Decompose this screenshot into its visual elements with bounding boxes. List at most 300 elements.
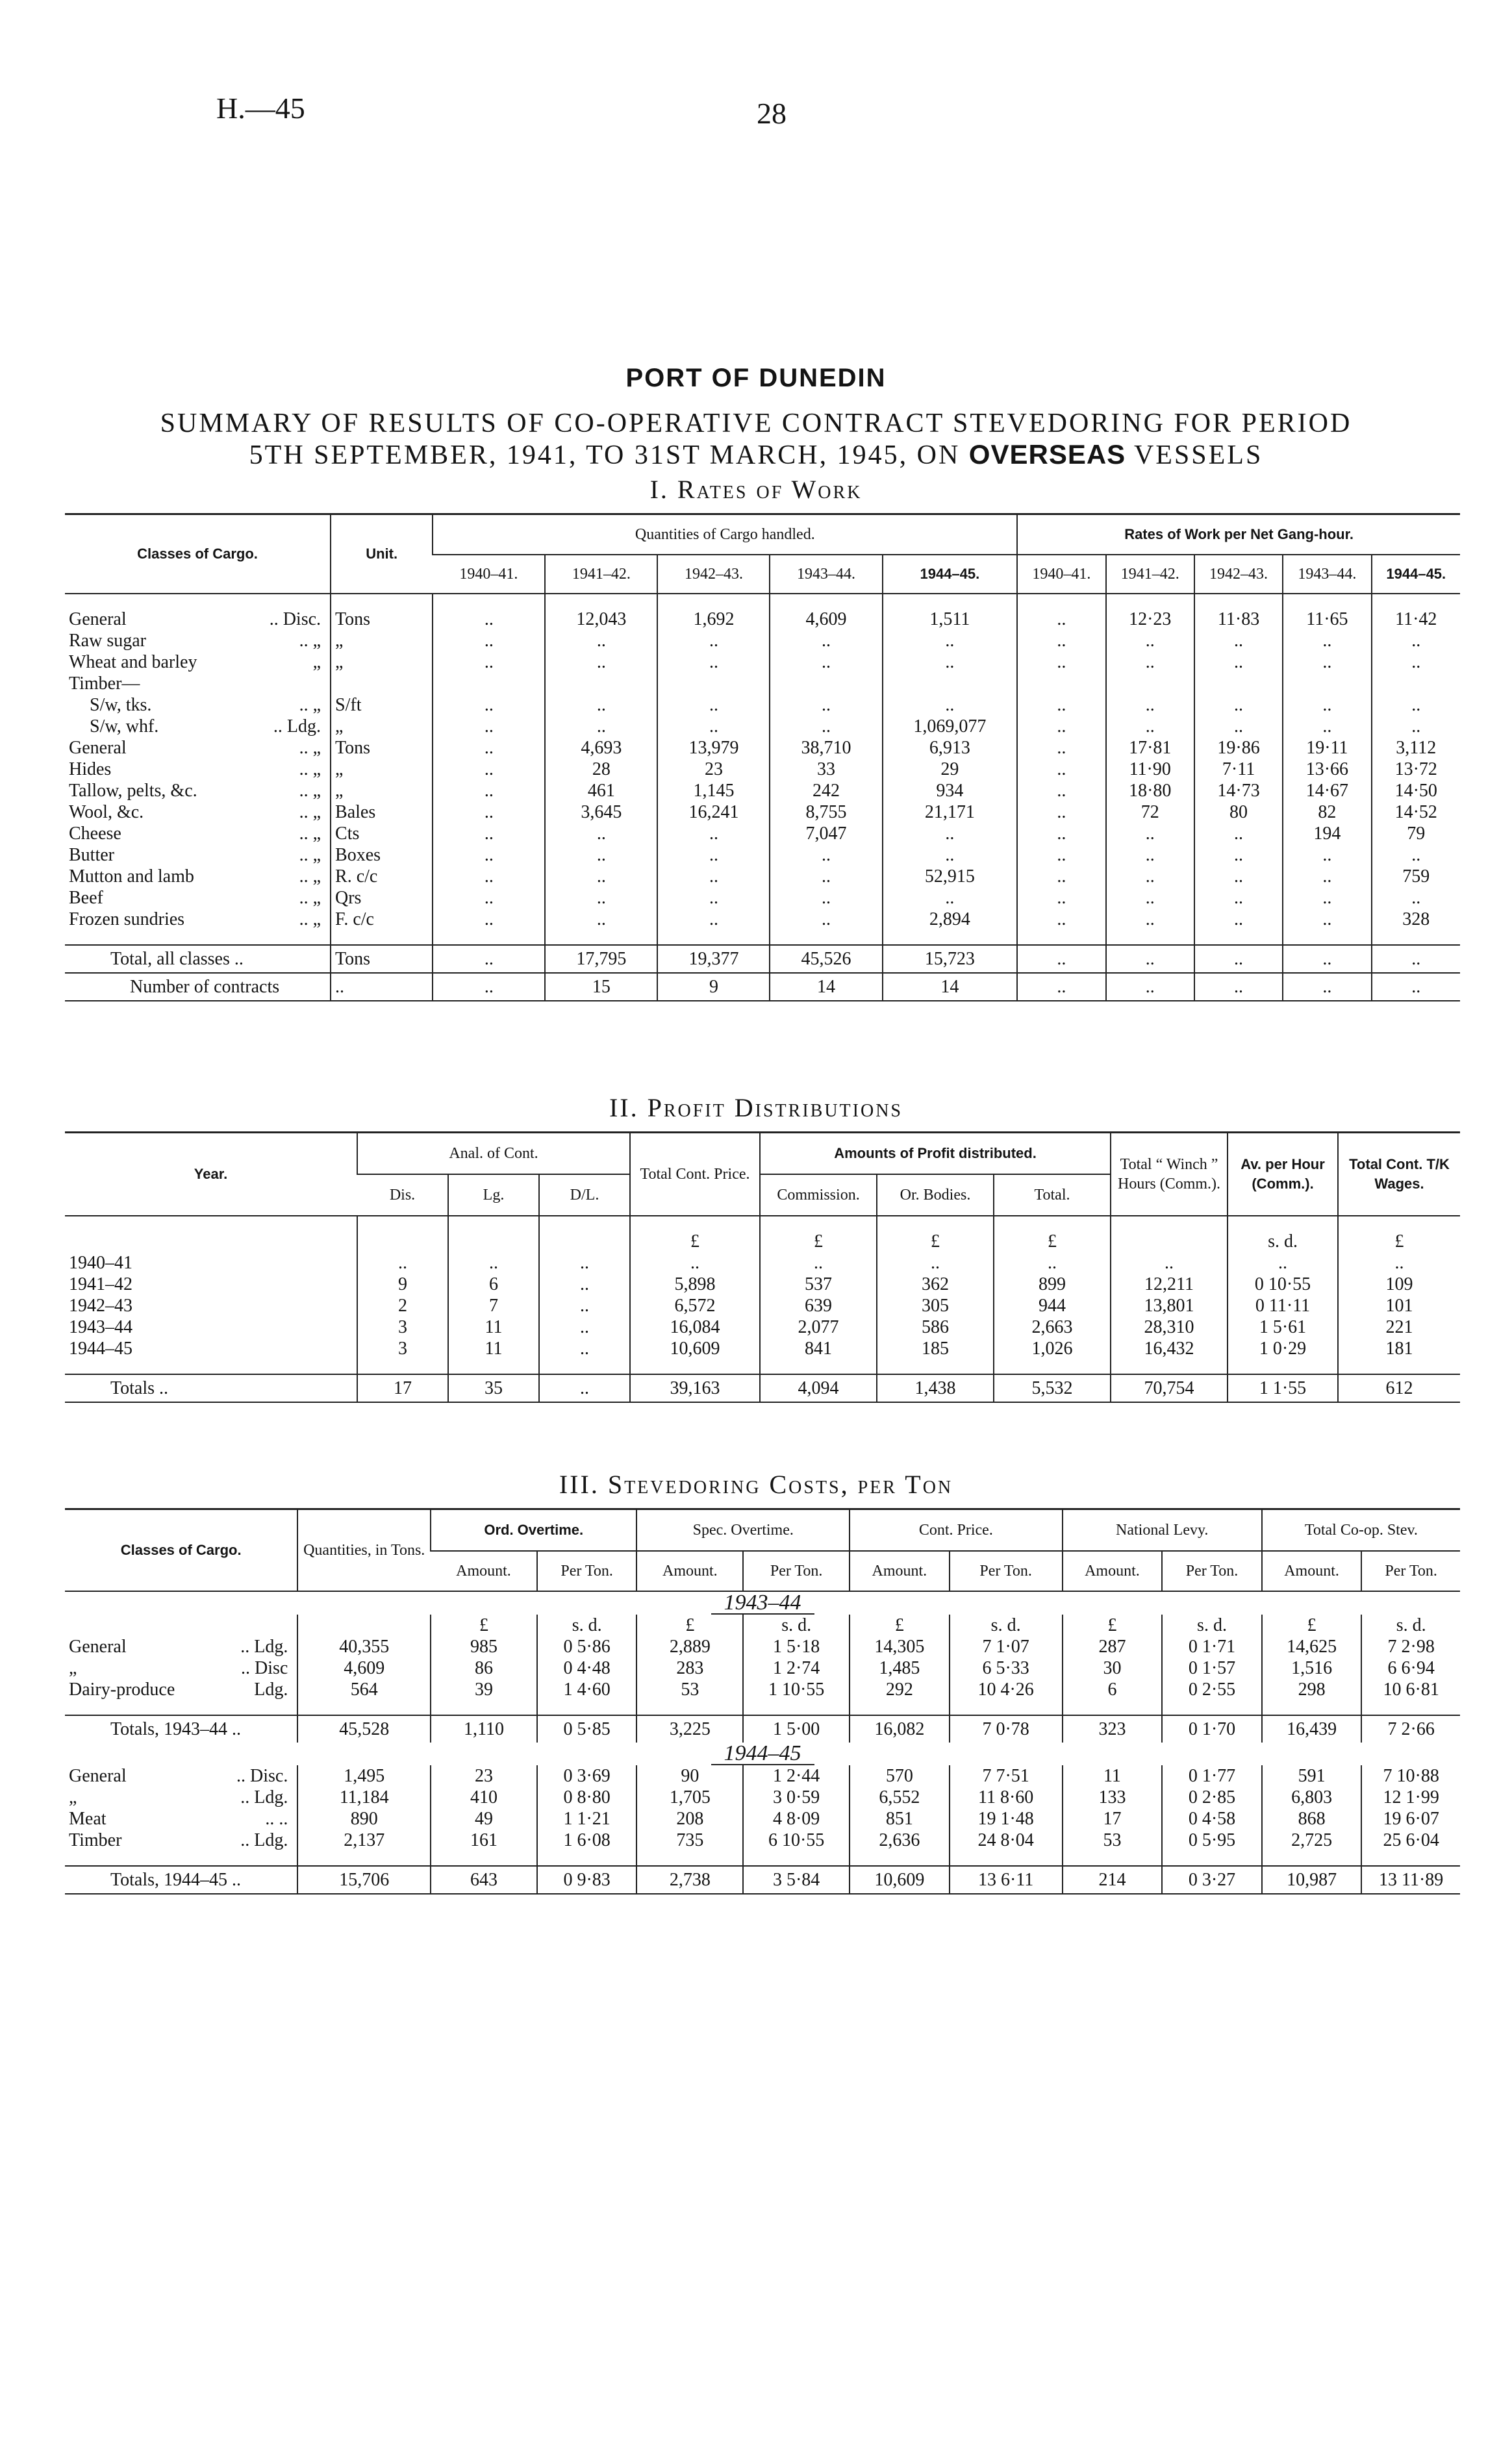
- av-cell: 1 1·55: [1228, 1374, 1338, 1402]
- rate-cell: ..: [1194, 973, 1283, 1001]
- winch-cell: 12,211: [1111, 1274, 1228, 1295]
- amount-cell: 208: [636, 1808, 743, 1830]
- spacer-cell: [1017, 594, 1105, 609]
- unit-cell: s. d.: [743, 1615, 850, 1636]
- year-cell: 1940–41: [69, 1253, 132, 1273]
- dis-cell: 3: [357, 1338, 448, 1359]
- amount-cell: 6,803: [1262, 1787, 1362, 1808]
- quantity-cell: ..: [883, 844, 1018, 866]
- spacer-cell: [1372, 594, 1460, 609]
- rate-cell: ..: [1372, 887, 1460, 909]
- amount-cell: 53: [1063, 1830, 1163, 1851]
- cargo-class-label: S/w, tks.: [90, 695, 152, 715]
- amount-cell: 86: [431, 1657, 537, 1679]
- rate-cell: [1372, 673, 1460, 694]
- per-ton-cell: 0 1·70: [1162, 1715, 1262, 1743]
- rate-cell: ..: [1017, 887, 1105, 909]
- cargo-class-label: Cheese: [69, 824, 121, 844]
- spacer-cell: [1338, 1359, 1460, 1374]
- rate-cell: ..: [1017, 651, 1105, 673]
- quantity-cell: ..: [433, 887, 545, 909]
- cargo-class-sub: .. „: [299, 738, 321, 758]
- table-row: [65, 844, 1460, 866]
- amount-cell: 17: [1063, 1808, 1163, 1830]
- amount-cell: 3,225: [636, 1715, 743, 1743]
- rate-cell: 13·66: [1283, 759, 1371, 780]
- spacer-cell: [433, 930, 545, 945]
- quantity-cell: 6,913: [883, 737, 1018, 759]
- per-ton-cell: 0 2·85: [1162, 1787, 1262, 1808]
- rate-cell: ..: [1106, 844, 1194, 866]
- quantity-cell: ..: [657, 823, 770, 844]
- quantity-cell: ..: [657, 630, 770, 651]
- col-year-3: 1943–44.: [770, 555, 882, 594]
- av-cell: 0 10·55: [1228, 1274, 1338, 1295]
- quantity-cell: ..: [883, 651, 1018, 673]
- col-quantities: Quantities of Cargo handled.: [433, 514, 1017, 555]
- per-ton-cell: 13 11·89: [1361, 1866, 1460, 1894]
- rate-cell: ..: [1106, 909, 1194, 930]
- spacer-cell: [770, 930, 882, 945]
- rate-cell: ..: [1106, 651, 1194, 673]
- spacer-cell: [636, 1700, 743, 1715]
- per-ton-cell: 0 4·48: [537, 1657, 637, 1679]
- rate-cell: 759: [1372, 866, 1460, 887]
- spacer-cell: [1106, 930, 1194, 945]
- rate-cell: ..: [1372, 844, 1460, 866]
- spacer-cell: [1338, 1216, 1460, 1231]
- amount-cell: 11: [1063, 1765, 1163, 1787]
- quantity-cell: ..: [545, 823, 657, 844]
- quantity-cell: ..: [657, 887, 770, 909]
- unit-cell: £: [760, 1231, 877, 1252]
- bodies-cell: 305: [877, 1295, 994, 1316]
- rate-cell: ..: [1283, 716, 1371, 737]
- per-ton-cell: 11 8·60: [950, 1787, 1063, 1808]
- rate-cell: ..: [1283, 844, 1371, 866]
- quantity-cell: 1,692: [657, 609, 770, 630]
- cargo-class-label: Tallow, pelts, &c.: [69, 781, 197, 801]
- av-cell: 1 5·61: [1228, 1316, 1338, 1338]
- quantity-cell: 461: [545, 780, 657, 801]
- col-per-ton: Per Ton.: [743, 1551, 850, 1591]
- quantity-cell: 12,043: [545, 609, 657, 630]
- unit-cell: s. d.: [950, 1615, 1063, 1636]
- dis-cell: ..: [357, 1252, 448, 1274]
- spacer-cell: [1063, 1700, 1163, 1715]
- amount-cell: 14,305: [850, 1636, 950, 1657]
- unit-cell: £: [877, 1231, 994, 1252]
- unit-cell: £: [1262, 1615, 1362, 1636]
- cargo-class-label: Beef: [69, 888, 103, 908]
- rate-cell: 7·11: [1194, 759, 1283, 780]
- col-quantities-tons: Quantities, in Tons.: [297, 1509, 431, 1592]
- cargo-class-sub: .. „: [299, 781, 321, 801]
- rate-cell: 19·11: [1283, 737, 1371, 759]
- rate-cell: ..: [1017, 780, 1105, 801]
- rate-cell: ..: [1283, 866, 1371, 887]
- quantity-cell: ..: [433, 909, 545, 930]
- spacer-cell: [331, 594, 433, 609]
- table-row: [65, 866, 1460, 887]
- spacer-cell: [1194, 930, 1283, 945]
- quantity-cell: 17,795: [545, 945, 657, 973]
- rate-cell: ..: [1372, 630, 1460, 651]
- cargo-class-sub: .. Disc: [241, 1658, 288, 1678]
- spacer-row: [65, 594, 1460, 609]
- unit-cell: £: [994, 1231, 1111, 1252]
- units-row: [65, 1231, 1460, 1252]
- unit-cell: £: [636, 1615, 743, 1636]
- quantity-cell: 2,137: [297, 1830, 431, 1851]
- per-ton-cell: 7 7·51: [950, 1765, 1063, 1787]
- spacer-cell: [297, 1615, 431, 1636]
- quantity-cell: ..: [657, 866, 770, 887]
- rate-cell: ..: [1194, 694, 1283, 716]
- spacer-cell: [760, 1359, 877, 1374]
- rate-cell: ..: [1017, 945, 1105, 973]
- cargo-class-cell: [65, 866, 331, 887]
- bodies-cell: ..: [877, 1252, 994, 1274]
- per-ton-cell: 1 5·18: [743, 1636, 850, 1657]
- table-row: [65, 1830, 1460, 1851]
- amount-cell: 2,738: [636, 1866, 743, 1894]
- spacer-cell: [65, 1851, 297, 1866]
- unit-cell: S/ft: [331, 694, 433, 716]
- col-anal-of-cont: Anal. of Cont.: [357, 1133, 630, 1175]
- rate-cell: ..: [1106, 823, 1194, 844]
- quantity-cell: 23: [657, 759, 770, 780]
- per-ton-cell: 7 2·98: [1361, 1636, 1460, 1657]
- comm-cell: ..: [760, 1252, 877, 1274]
- rate-cell: ..: [1106, 973, 1194, 1001]
- spacer-cell: [65, 930, 331, 945]
- amount-cell: 90: [636, 1765, 743, 1787]
- year-heading: 1943–44: [711, 1592, 814, 1615]
- dl-cell: ..: [539, 1274, 630, 1295]
- rate-cell: 80: [1194, 801, 1283, 823]
- winch-cell: 13,801: [1111, 1295, 1228, 1316]
- lg-cell: 6: [448, 1274, 539, 1295]
- quantity-cell: 38,710: [770, 737, 882, 759]
- spacer-cell: [1111, 1359, 1228, 1374]
- rate-cell: 79: [1372, 823, 1460, 844]
- spacer-cell: [357, 1231, 448, 1252]
- unit-cell: s. d.: [1361, 1615, 1460, 1636]
- spacer-cell: [297, 1851, 431, 1866]
- amount-cell: 570: [850, 1765, 950, 1787]
- quantity-cell: ..: [883, 630, 1018, 651]
- spacer-cell: [1228, 1359, 1338, 1374]
- winch-cell: 28,310: [1111, 1316, 1228, 1338]
- cargo-class-label: General: [69, 609, 127, 629]
- per-ton-cell: 12 1·99: [1361, 1787, 1460, 1808]
- year-heading: 1944–45: [711, 1743, 814, 1765]
- spacer-cell: [545, 930, 657, 945]
- spacer-cell: [331, 930, 433, 945]
- quantity-cell: 1,511: [883, 609, 1018, 630]
- quantity-cell: ..: [545, 630, 657, 651]
- col-per-ton: Per Ton.: [1162, 1551, 1262, 1591]
- table-row: [65, 651, 1460, 673]
- bodies-cell: 1,438: [877, 1374, 994, 1402]
- rate-cell: ..: [1017, 759, 1105, 780]
- section1-title: I. Rates of Work: [649, 475, 863, 504]
- rate-cell: 194: [1283, 823, 1371, 844]
- table-row: [65, 1338, 1460, 1359]
- cargo-class-label: Timber—: [69, 674, 140, 694]
- spacer-cell: [1063, 1851, 1163, 1866]
- table-row: [65, 737, 1460, 759]
- winch-cell: ..: [1111, 1252, 1228, 1274]
- amount-cell: 16,082: [850, 1715, 950, 1743]
- amount-cell: 161: [431, 1830, 537, 1851]
- rate-cell: ..: [1017, 609, 1105, 630]
- quantity-cell: 28: [545, 759, 657, 780]
- rate-cell: ..: [1283, 651, 1371, 673]
- spacer-cell: [65, 594, 331, 609]
- spacer-cell: [1106, 594, 1194, 609]
- amount-cell: 2,889: [636, 1636, 743, 1657]
- quantity-cell: 14: [770, 973, 882, 1001]
- winch-cell: 70,754: [1111, 1374, 1228, 1402]
- rate-cell: 12·23: [1106, 609, 1194, 630]
- col-lg: Lg.: [448, 1174, 539, 1216]
- unit-cell: ..: [331, 973, 433, 1001]
- cargo-class-sub: .. „: [299, 845, 321, 865]
- rate-cell: ..: [1283, 694, 1371, 716]
- per-ton-cell: 1 1·21: [537, 1808, 637, 1830]
- amount-cell: 39: [431, 1679, 537, 1700]
- per-ton-cell: 7 0·78: [950, 1715, 1063, 1743]
- year-cell: Totals ..: [65, 1374, 357, 1402]
- quantity-cell: ..: [770, 630, 882, 651]
- table-row: [65, 1252, 1460, 1274]
- rate-cell: ..: [1194, 866, 1283, 887]
- price-cell: ..: [630, 1252, 760, 1274]
- cargo-class-sub: .. „: [299, 888, 321, 908]
- winch-cell: 16,432: [1111, 1338, 1228, 1359]
- spacer-cell: [1361, 1851, 1460, 1866]
- per-ton-cell: 0 3·69: [537, 1765, 637, 1787]
- amount-cell: 6,552: [850, 1787, 950, 1808]
- per-ton-cell: 1 4·60: [537, 1679, 637, 1700]
- cargo-class-label: Butter: [69, 845, 114, 865]
- spacer-cell: [431, 1851, 537, 1866]
- table-row: [65, 694, 1460, 716]
- quantity-cell: ..: [657, 716, 770, 737]
- lg-cell: 11: [448, 1338, 539, 1359]
- quantity-cell: ..: [545, 694, 657, 716]
- cargo-class-label: S/w, whf.: [90, 716, 159, 736]
- cargo-class-sub: .. „: [299, 759, 321, 779]
- spacer-cell: [1361, 1700, 1460, 1715]
- table-row: [65, 630, 1460, 651]
- rate-cell: ..: [1017, 801, 1105, 823]
- total-cell: 944: [994, 1295, 1111, 1316]
- quantity-cell: 8,755: [770, 801, 882, 823]
- quantity-cell: 11,184: [297, 1787, 431, 1808]
- quantity-cell: ..: [433, 759, 545, 780]
- spacer-cell: [743, 1700, 850, 1715]
- spacer-cell: [431, 1700, 537, 1715]
- spacer-cell: [65, 1359, 357, 1374]
- quantity-cell: 934: [883, 780, 1018, 801]
- cargo-class-cell: [65, 1679, 297, 1700]
- per-ton-cell: 6 10·55: [743, 1830, 850, 1851]
- quantity-cell: 52,915: [883, 866, 1018, 887]
- page-number: 28: [757, 97, 787, 130]
- table-row: [65, 887, 1460, 909]
- spacer-cell: [537, 1700, 637, 1715]
- spacer-cell: [1372, 930, 1460, 945]
- col-cont-price: Cont. Price.: [850, 1509, 1063, 1552]
- cargo-class-sub: .. Disc.: [236, 1766, 288, 1786]
- cargo-class-label: Frozen sundries: [69, 909, 185, 929]
- quantity-cell: ..: [657, 909, 770, 930]
- spacer-cell: [539, 1231, 630, 1252]
- cargo-class-label: General: [69, 738, 127, 758]
- rate-cell: ..: [1017, 737, 1105, 759]
- spacer-cell: [630, 1359, 760, 1374]
- per-ton-cell: 6 6·94: [1361, 1657, 1460, 1679]
- quantity-cell: [883, 673, 1018, 694]
- quantity-cell: ..: [770, 909, 882, 930]
- per-ton-cell: 0 1·77: [1162, 1765, 1262, 1787]
- rate-cell: 11·65: [1283, 609, 1371, 630]
- unit-cell: F. c/c: [331, 909, 433, 930]
- col-tk-wages: Total Cont. T/K Wages.: [1338, 1133, 1460, 1216]
- spacer-cell: [65, 1216, 357, 1231]
- quantity-cell: 1,069,077: [883, 716, 1018, 737]
- col-amount: Amount.: [431, 1551, 537, 1591]
- spacer-cell: [877, 1216, 994, 1231]
- rate-cell: 11·83: [1194, 609, 1283, 630]
- table-row: [65, 823, 1460, 844]
- quantity-cell: ..: [770, 651, 882, 673]
- dl-cell: ..: [539, 1252, 630, 1274]
- quantity-cell: 9: [657, 973, 770, 1001]
- section3-title: III. Stevedoring Costs, per Ton: [559, 1470, 953, 1499]
- total-cell: 899: [994, 1274, 1111, 1295]
- unit-cell: s. d.: [1162, 1615, 1262, 1636]
- quantity-cell: ..: [545, 716, 657, 737]
- wages-cell: 612: [1338, 1374, 1460, 1402]
- per-ton-cell: 6 5·33: [950, 1657, 1063, 1679]
- rate-cell: 17·81: [1106, 737, 1194, 759]
- dis-cell: 3: [357, 1316, 448, 1338]
- per-ton-cell: 0 5·86: [537, 1636, 637, 1657]
- spacer-cell: [1162, 1700, 1262, 1715]
- spacer-row: [65, 1216, 1460, 1231]
- per-ton-cell: 7 1·07: [950, 1636, 1063, 1657]
- quantity-cell: ..: [770, 694, 882, 716]
- quantity-cell: ..: [545, 909, 657, 930]
- table-row: [65, 716, 1460, 737]
- rate-cell: ..: [1194, 909, 1283, 930]
- amount-cell: 2,725: [1262, 1830, 1362, 1851]
- spacer-cell: [1283, 594, 1371, 609]
- col-av-per-hour: Av. per Hour (Comm.).: [1228, 1133, 1338, 1216]
- spacer-cell: [770, 594, 882, 609]
- table-row: [65, 1636, 1460, 1657]
- spacer-cell: [448, 1359, 539, 1374]
- year-cell: 1941–42: [69, 1274, 132, 1294]
- quantity-cell: 40,355: [297, 1636, 431, 1657]
- contracts-row: [65, 973, 1460, 1001]
- year-heading-cell: [65, 1743, 1460, 1765]
- total-cell: 2,663: [994, 1316, 1111, 1338]
- cargo-class-label: Timber: [69, 1830, 122, 1850]
- spacer-cell: [357, 1216, 448, 1231]
- rate-cell: 3,112: [1372, 737, 1460, 759]
- price-cell: 6,572: [630, 1295, 760, 1316]
- amount-cell: 1,705: [636, 1787, 743, 1808]
- per-ton-cell: 0 1·57: [1162, 1657, 1262, 1679]
- amount-cell: 133: [1063, 1787, 1163, 1808]
- section2-title: II. Profit Distributions: [609, 1093, 903, 1122]
- rate-cell: 328: [1372, 909, 1460, 930]
- quantity-cell: ..: [433, 973, 545, 1001]
- rate-cell: ..: [1194, 823, 1283, 844]
- table-row: [65, 801, 1460, 823]
- cargo-class-sub: .. „: [299, 909, 321, 929]
- quantity-cell: 242: [770, 780, 882, 801]
- per-ton-cell: 1 6·08: [537, 1830, 637, 1851]
- spacer-cell: [448, 1231, 539, 1252]
- cargo-class-cell: [65, 1808, 297, 1830]
- quantity-cell: 3,645: [545, 801, 657, 823]
- amount-cell: 1,485: [850, 1657, 950, 1679]
- wages-cell: ..: [1338, 1252, 1460, 1274]
- quantity-cell: 33: [770, 759, 882, 780]
- lg-cell: 11: [448, 1316, 539, 1338]
- cargo-class-cell: [65, 630, 331, 651]
- amount-cell: 287: [1063, 1636, 1163, 1657]
- spacer-cell: [636, 1851, 743, 1866]
- comm-cell: 841: [760, 1338, 877, 1359]
- table-row: [65, 1787, 1460, 1808]
- quantity-cell: ..: [433, 630, 545, 651]
- price-cell: 39,163: [630, 1374, 760, 1402]
- per-ton-cell: 10 4·26: [950, 1679, 1063, 1700]
- col-spec-overtime: Spec. Overtime.: [636, 1509, 850, 1552]
- cargo-class-label: General: [69, 1637, 127, 1657]
- cargo-class-label: Hides: [69, 759, 112, 779]
- amount-cell: 643: [431, 1866, 537, 1894]
- quantity-cell: ..: [545, 866, 657, 887]
- quantity-cell: 7,047: [770, 823, 882, 844]
- quantity-cell: ..: [433, 716, 545, 737]
- spacer-cell: [1262, 1700, 1362, 1715]
- price-cell: 10,609: [630, 1338, 760, 1359]
- col-total-cont-price: Total Cont. Price.: [630, 1133, 760, 1216]
- per-ton-cell: 3 0·59: [743, 1787, 850, 1808]
- quantity-cell: 4,609: [297, 1657, 431, 1679]
- price-cell: 16,084: [630, 1316, 760, 1338]
- cargo-class-cell: [65, 844, 331, 866]
- amount-cell: 292: [850, 1679, 950, 1700]
- spacer-cell: [760, 1216, 877, 1231]
- totals-row: [65, 1866, 1460, 1894]
- amount-cell: 16,439: [1262, 1715, 1362, 1743]
- rate-cell: ..: [1372, 945, 1460, 973]
- unit-cell: „: [331, 716, 433, 737]
- quantity-cell: 15,706: [297, 1866, 431, 1894]
- units-row: [65, 1615, 1460, 1636]
- rate-cell: ..: [1017, 844, 1105, 866]
- col-total: Total.: [994, 1174, 1111, 1216]
